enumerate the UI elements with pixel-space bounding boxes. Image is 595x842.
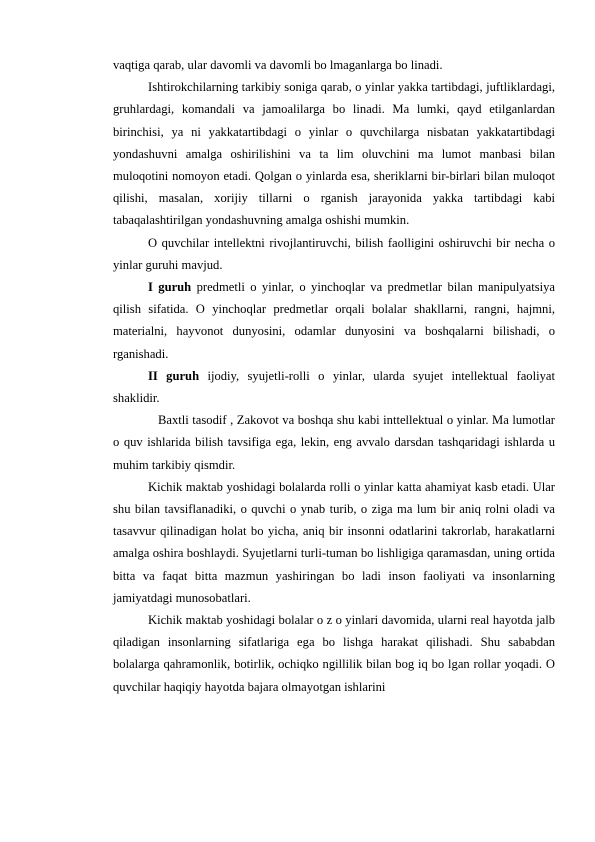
paragraph: Baxtli tasodif , Zakovot va boshqa shu kabi inttellektual o yinlar. Ma lumotlar o quv ishlarida bilish tavsifiga ega, lekin, eng avvalo darsdan tashqaridagi ishlarda u muhim tarkibiy qismdir. xyxy=(113,413,555,472)
paragraph-body: predmetli o yinlar, o yinchoqlar va predmetlar bilan manipulyatsiya qilish sifatida. O yinchoqlar predmetlar orqali bolalar shakllarni, rangni, hajmni, materialni, hayvonot dunyosini, odamlar dunyosini va boshqalarni bilishadi, o rganishadi. xyxy=(113,280,556,361)
paragraph: vaqtiga qarab, ular davomli va davomli bo lmaganlarga bo linadi. xyxy=(113,58,443,72)
bold-lead: II guruh xyxy=(148,368,200,383)
paragraph xyxy=(113,276,555,365)
paragraph-body: ijodiy, syujetli-rolli o yinlar, ularda syujet intellektual faoliyat shaklidir. xyxy=(113,368,555,406)
paragraph: O quvchilar intellektni rivojlantiruvchi, bilish faolligini oshiruvchi bir necha o yinlar guruhi mavjud. xyxy=(113,235,555,272)
paragraph: Kichik maktab yoshidagi bolalar o z o yinlari davomida, ularni real hayotda jalb qiladigan insonlarning sifatlariga ega bo lishga harakat qilishadi. Shu sababdan bolalarga qahramonlik, botirlik, ochiqko ngillilik bilan bog iq bo lgan rollar yoqadi. O quvchilar haqiqiy hayotda bajara olmayotgan ishlarini xyxy=(113,613,555,694)
paragraph: Kichik maktab yoshidagi bolalarda rolli o yinlar katta ahamiyat kasb etadi. Ular shu bilan tavsiflanadiki, o quvchi o ynab turib, o ziga ma lum bir aniq rolni oladi va tasavvur qilinadigan holat bo yicha, aniq bir insonni odatlarini takrorlab, harakatlarni amalga oshira boshlaydi. Syujetlarni turli-tuman bo lishligiga qaramasdan, uning ortida bitta va faqat bitta mazmun yashiringan bo ladi inson faoliyati va insonlarning jamiyatdagi munosobatlari. xyxy=(113,479,555,605)
paragraph xyxy=(113,365,555,409)
document-page xyxy=(113,54,555,698)
bold-lead: I guruh xyxy=(148,280,192,295)
paragraph: Ishtirokchilarning tarkibiy soniga qarab, o yinlar yakka tartibdagi, juftliklardagi, gruhlardagi, komandali va jamoalilarga bo linadi. Ma lumki, qayd etilganlardan birinchisi, ya ni yakkatartibdagi o yinlar o quvchilarga nisbatan yakkatartibdagi yondashuvni amalga oshirilishini va ta lim oluvchini ma lumot manbasi bilan muloqotini nomoyon etadi. Qolgan o yinlarda esa, sheriklarni bir-birlari bilan muloqot qilishi, masalan, xorijiy tillarni o rganish jarayonida yakka tartibdagi kabi tabaqalashtirilgan yondashuvning amalga oshishi mumkin. xyxy=(113,80,555,228)
